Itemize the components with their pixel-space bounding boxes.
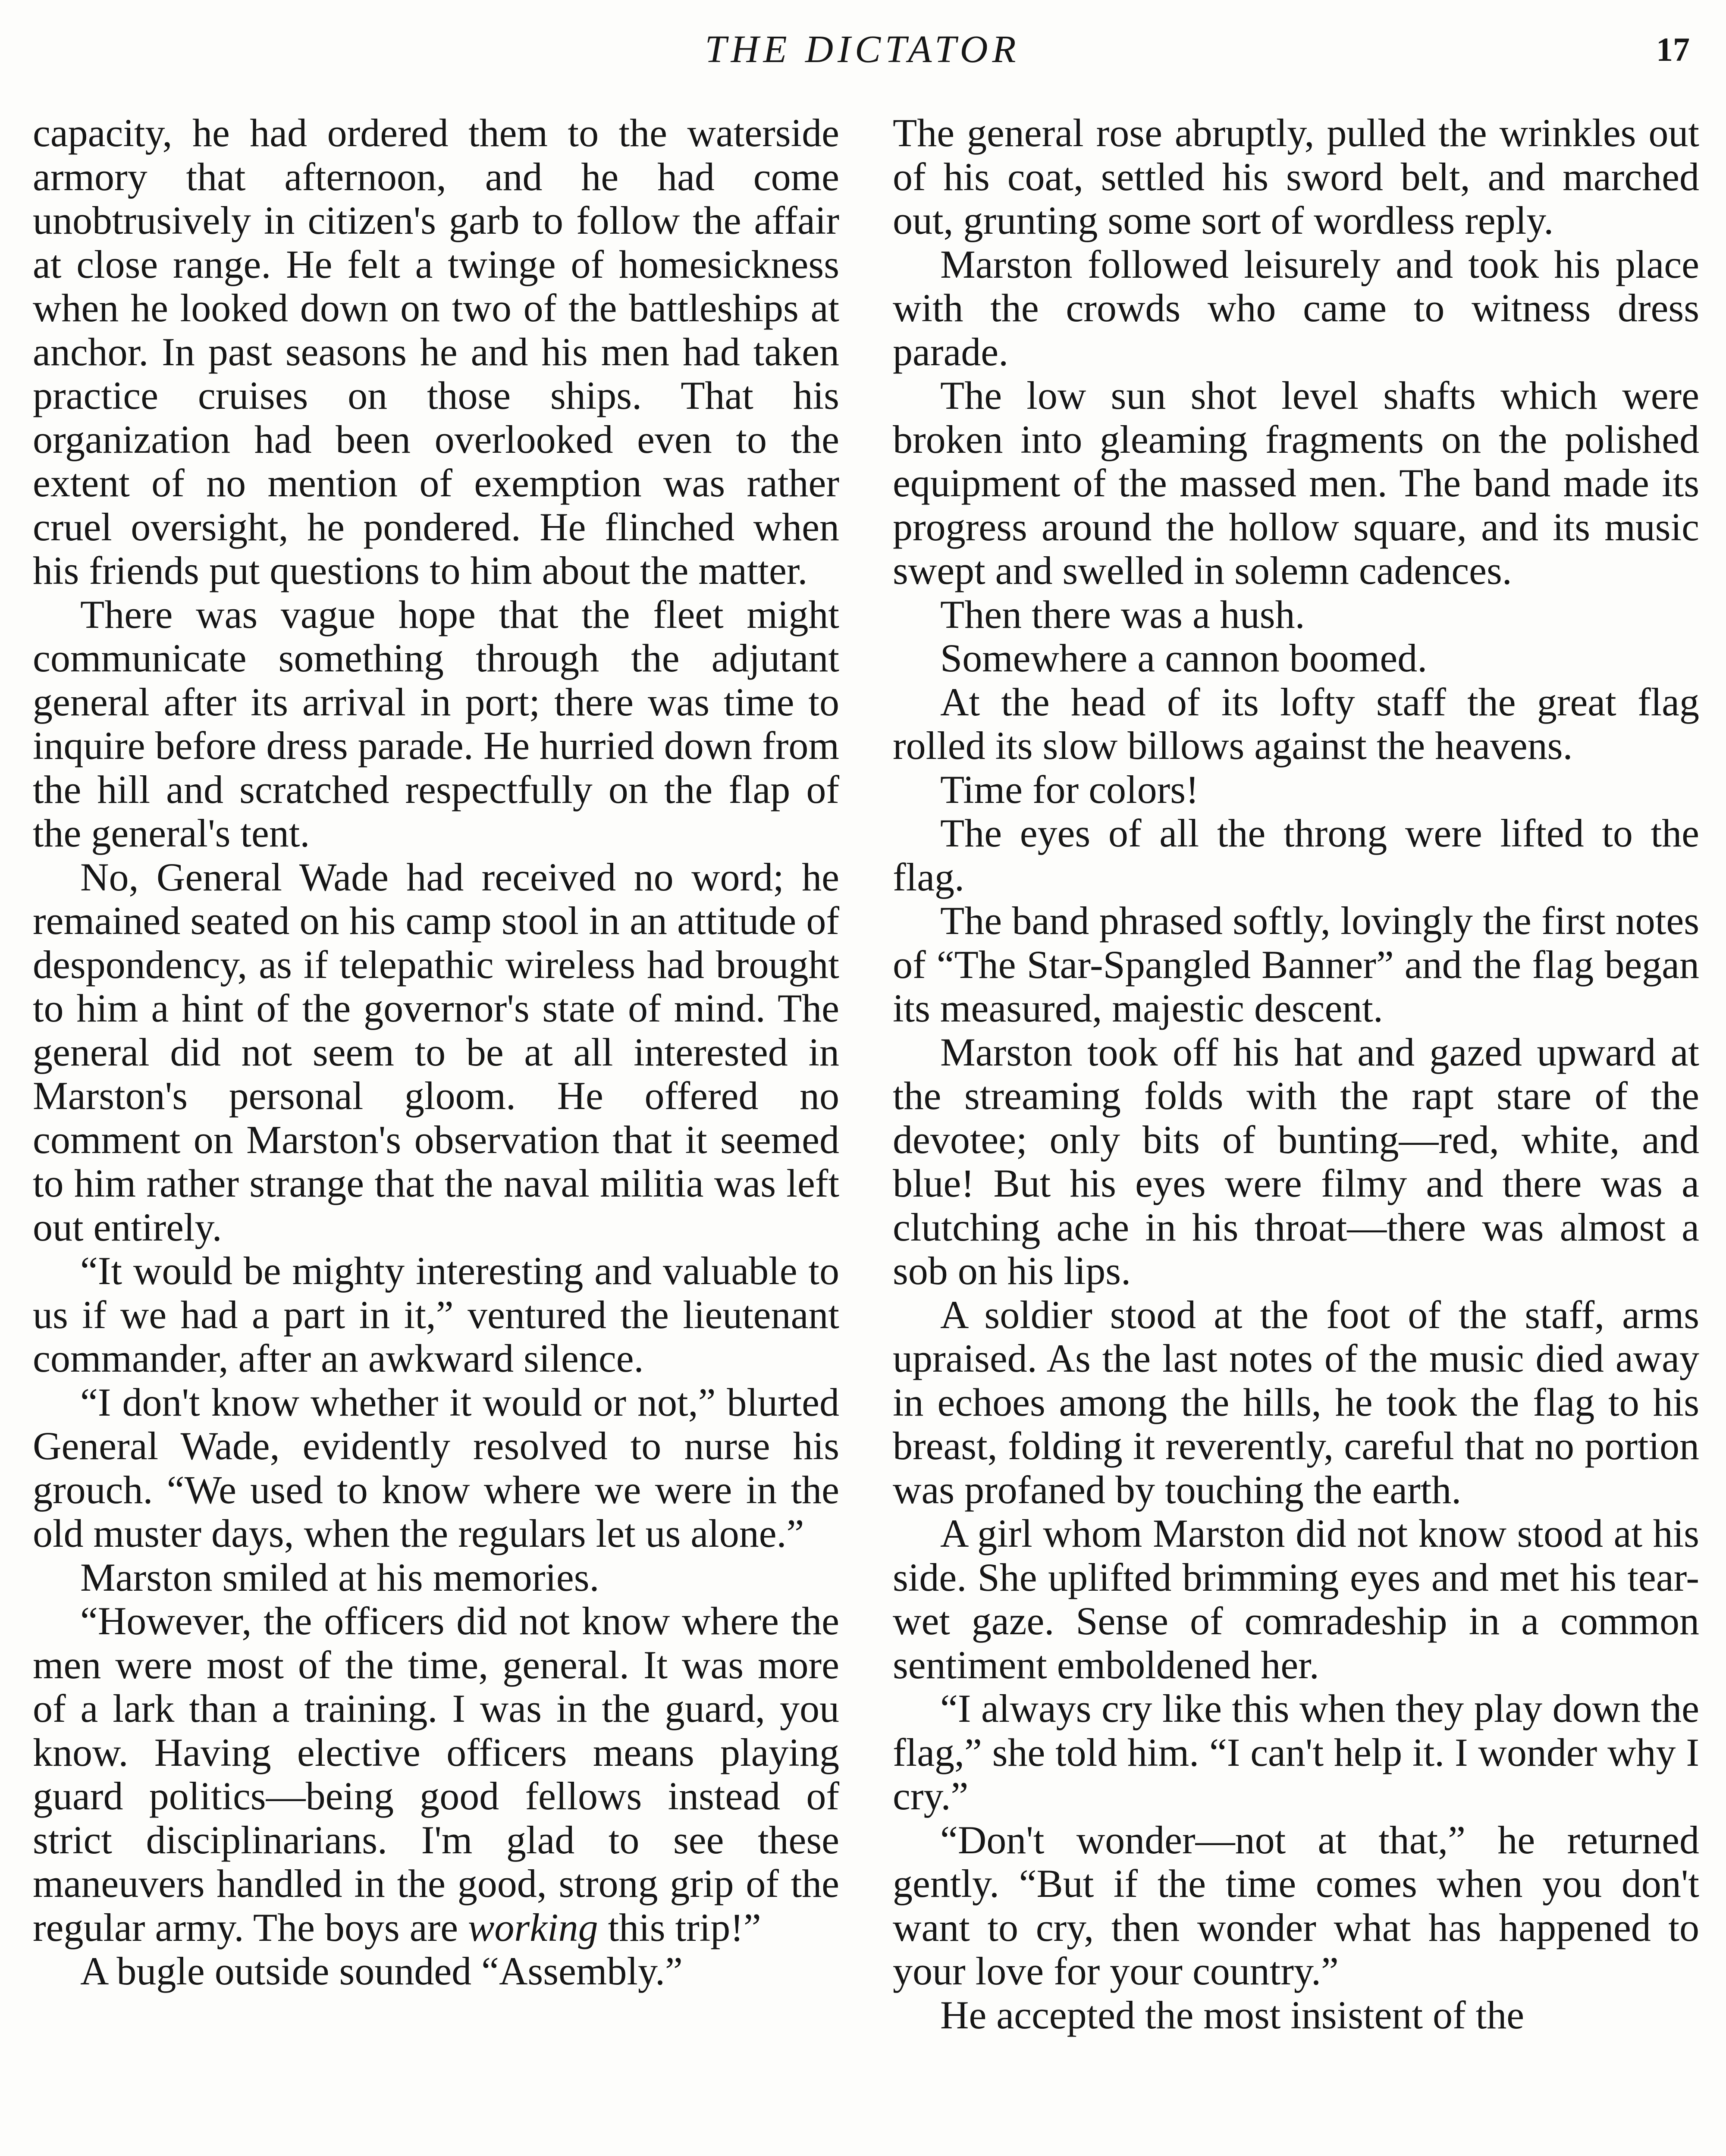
page-number: 17: [1656, 31, 1690, 68]
paragraph: At the head of its lofty staff the great flag rolled its slow billows against the heavens.: [893, 680, 1699, 768]
paragraph: The eyes of all the throng were lifted to the flag.: [893, 811, 1699, 899]
paragraph: The general rose abruptly, pulled the wrinkles out of his coat, settled his sword belt, and marched out, grunting some sort of wordless reply.: [893, 111, 1699, 242]
paragraph: “I don't know whether it would or not,” blurted General Wade, evidently resolved to nurse his grouch. “We used to know where we were in the old muster days, when the regulars let us alone.”: [33, 1380, 839, 1555]
page-header: [0, 24, 1726, 80]
paragraph: The low sun shot level shafts which were broken into gleaming fragments on the polished equipment of the massed men. The band made its progress around the hollow square, and its music swept and swelled in solemn cadences.: [893, 373, 1699, 592]
paragraph: There was vague hope that the fleet might communicate something through the adjutant general after its arrival in port; there was time to inquire before dress parade. He hurried down from the hill and scratched respectfully on the flap of the general's tent.: [33, 592, 839, 855]
text-run: this trip!”: [598, 1905, 761, 1949]
paragraph: Marston followed leisurely and took his place with the crowds who came to witness dress parade.: [893, 242, 1699, 374]
paragraph: “Don't wonder—not at that,” he returned gently. “But if the time comes when you don't want to cry, then wonder what has happened to your love for your country.”: [893, 1818, 1699, 1993]
paragraph: “It would be mighty interesting and valuable to us if we had a part in it,” ventured the lieutenant commander, after an awkward silence.: [33, 1249, 839, 1380]
paragraph: Marston smiled at his memories.: [80, 1555, 599, 1599]
text-run: “However, the officers did not know where the men were most of the time, general. It was more of a lark than a training. I was in the guard, you know. Having elective officers means playing guard politics—being good fellows instead of strict disciplinarians. I'm glad to see these maneuvers handled in the good, strong grip of the regular army. The boys are: [33, 1599, 839, 1949]
paragraph: A bugle outside sounded “Assembly.”: [80, 1949, 683, 1993]
paragraph: A soldier stood at the foot of the staff, arms upraised. As the last notes of the music died away in echoes among the hills, he took the flag to his breast, folding it reverently, careful that no portion was profaned by touching the earth.: [893, 1292, 1699, 1512]
paragraph: capacity, he had ordered them to the waterside armory that afternoon, and he had come unobtrusively in citizen's garb to follow the affair at close range. He felt a twinge of homesickness when he looked down on two of the battleships at anchor. In past seasons he and his men had taken practice cruises on those ships. That his organization had been overlooked even to the extent of no mention of exemption was rather cruel oversight, he pondered. He flinched when his friends put questions to him about the matter.: [33, 111, 839, 592]
paragraph: A girl whom Marston did not know stood at his side. She uplifted brimming eyes and met his tear-wet gaze. Sense of comradeship in a common sentiment emboldened her.: [893, 1511, 1699, 1687]
paragraph: No, General Wade had received no word; he remained seated on his camp stool in an attitude of despondency, as if telepathic wireless had brought to him a hint of the governor's state of mind. The general did not seem to be at all interested in Marston's personal gloom. He offered no comment on Marston's observation that it seemed to him rather strange that the naval militia was left out entirely.: [33, 855, 839, 1249]
paragraph: “I always cry like this when they play down the flag,” she told him. “I can't help it. I wonder why I cry.”: [893, 1686, 1699, 1818]
paragraph: [33, 1599, 839, 1949]
italic-word: working: [468, 1905, 598, 1949]
paragraph: Somewhere a cannon boomed.: [940, 636, 1428, 680]
paragraph: Then there was a hush.: [940, 592, 1305, 636]
paragraph: He accepted the most insistent of the: [940, 1993, 1525, 2037]
running-title: THE DICTATOR: [705, 28, 1020, 71]
paragraph: The band phrased softly, lovingly the first notes of “The Star-Spangled Banner” and the flag began its measured, majestic descent.: [893, 899, 1699, 1030]
left-column: [33, 111, 839, 1993]
paragraph: Time for colors!: [940, 767, 1199, 812]
right-column: [893, 111, 1699, 2037]
paragraph: Marston took off his hat and gazed upward at the streaming folds with the rapt stare of the devotee; only bits of bunting—red, white, and blue! But his eyes were filmy and there was a clutching ache in his throat—there was almost a sob on his lips.: [893, 1030, 1699, 1293]
